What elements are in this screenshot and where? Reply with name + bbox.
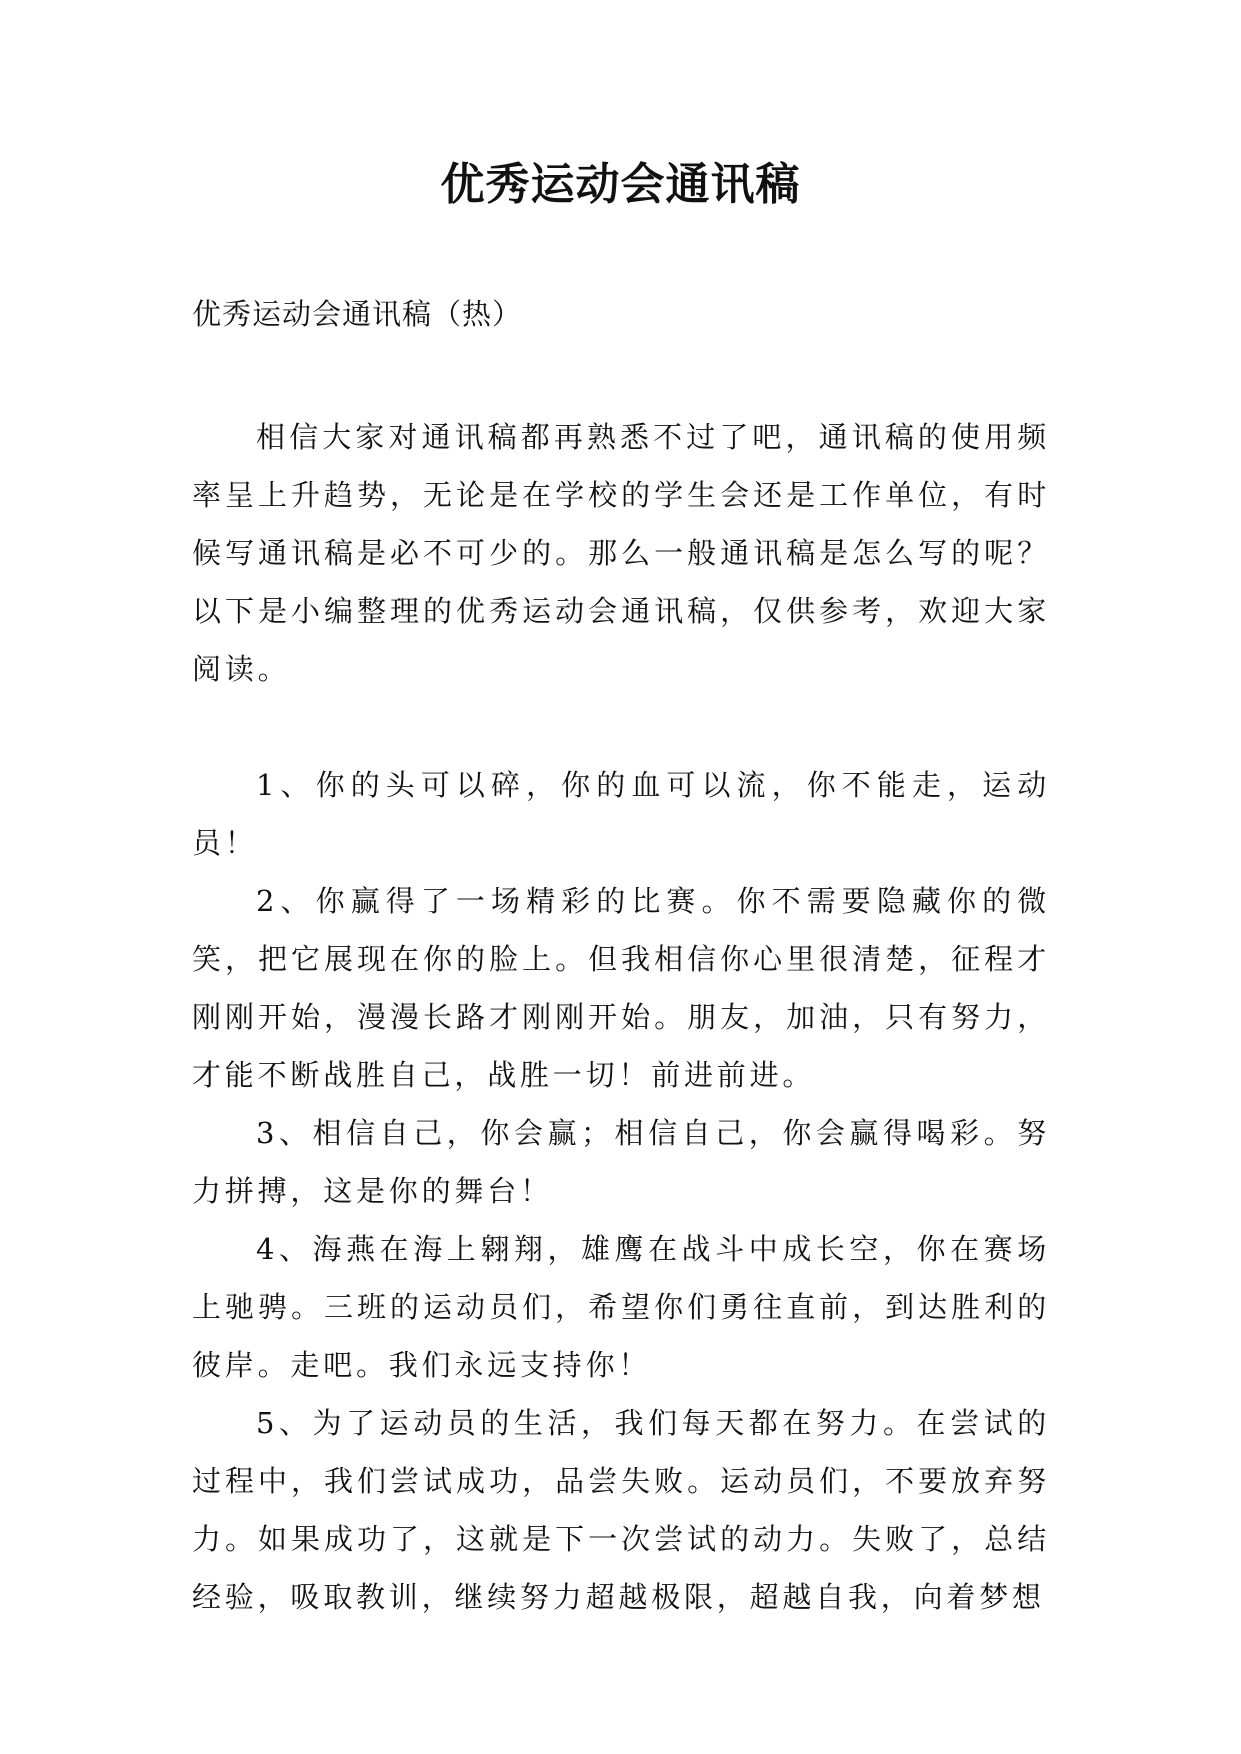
slogan-paragraph-2: 2、你赢得了一场精彩的比赛。你不需要隐藏你的微笑，把它展现在你的脸上。但我相信你心里很清楚，征程才刚刚开始，漫漫长路才刚刚开始。朋友，加油，只有努力，才能不断战胜自己，战胜一切！前进前进。 — [192, 884, 1050, 1092]
document-body — [192, 408, 1050, 1626]
intro-paragraph: 相信大家对通讯稿都再熟悉不过了吧，通讯稿的使用频率呈上升趋势，无论是在学校的学生会还是工作单位，有时候写通讯稿是必不可少的。那么一般通讯稿是怎么写的呢？以下是小编整理的优秀运动会通讯稿，仅供参考，欢迎大家阅读。 — [192, 420, 1050, 686]
document-title: 优秀运动会通讯稿 — [440, 159, 801, 210]
slogan-paragraph-1: 1、你的头可以碎，你的血可以流，你不能走，运动员！ — [192, 768, 1050, 860]
document-subtitle: 优秀运动会通讯稿（热） — [192, 297, 523, 331]
slogan-paragraph-5: 5、为了运动员的生活，我们每天都在努力。在尝试的过程中，我们尝试成功，品尝失败。运动员们，不要放弃努力。如果成功了，这就是下一次尝试的动力。失败了，总结经验，吸取教训，继续努力超越极限，超越自我，向着梦想 — [192, 1406, 1050, 1614]
slogan-paragraph-4: 4、海燕在海上翱翔，雄鹰在战斗中成长空，你在赛场上驰骋。三班的运动员们，希望你们勇往直前，到达胜利的彼岸。走吧。我们永远支持你！ — [192, 1232, 1050, 1382]
slogan-paragraph-3: 3、相信自己，你会赢；相信自己，你会赢得喝彩。努力拼搏，这是你的舞台！ — [192, 1116, 1050, 1208]
